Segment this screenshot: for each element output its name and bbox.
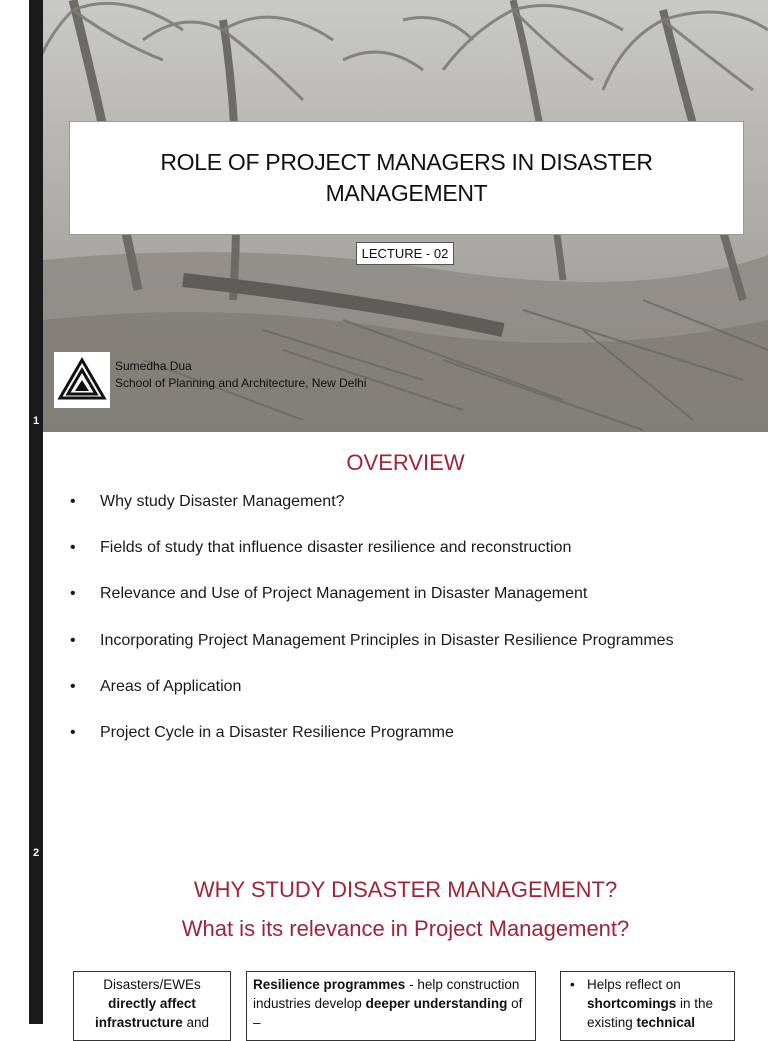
- why-study-heading: WHY STUDY DISASTER MANAGEMENT?: [193, 877, 618, 902]
- title-box: [69, 121, 744, 235]
- bullet-icon: •: [70, 723, 76, 741]
- overview-list: [70, 488, 674, 765]
- relevance-subheading: What is its relevance in Project Management?: [181, 916, 630, 941]
- lecture-label: LECTURE - 02: [356, 242, 454, 265]
- resilience-programmes-box: Resilience programmes - help construction industries develop deeper understanding of –: [246, 971, 536, 1041]
- bullet-icon: •: [70, 677, 76, 695]
- slide-left-bar: [29, 0, 43, 1024]
- disasters-box: Disasters/EWEs directly affect infrastructure and: [73, 971, 231, 1041]
- bullet-icon: •: [70, 539, 76, 557]
- list-item: • Incorporating Project Management Principles in Disaster Resilience Programmes: [70, 627, 674, 673]
- list-item: • Fields of study that influence disaster resilience and reconstruction: [70, 534, 674, 580]
- bullet-icon: •: [70, 631, 76, 649]
- overview-heading: OVERVIEW: [346, 450, 465, 475]
- slide-number-2: 2: [29, 843, 43, 863]
- bullet-icon: •: [70, 585, 76, 603]
- author-block: [115, 358, 366, 392]
- list-item: • Project Cycle in a Disaster Resilience Programme: [70, 719, 674, 765]
- list-item: • Why study Disaster Management?: [70, 488, 674, 534]
- bullet-icon: •: [570, 977, 575, 992]
- list-item: • Relevance and Use of Project Management in Disaster Management: [70, 580, 674, 626]
- presentation-title: ROLE OF PROJECT MANAGERS IN DISASTER MANAGEMENT: [160, 149, 653, 206]
- author-affiliation: School of Planning and Architecture, New Delhi: [115, 376, 367, 390]
- title-slide: [43, 0, 768, 432]
- shortcomings-box: • Helps reflect on shortcomings in the existing technical: [560, 971, 735, 1041]
- list-item: • Areas of Application: [70, 673, 674, 719]
- slide-number-1: 1: [29, 411, 43, 431]
- spa-triangle-logo-icon: [54, 352, 110, 408]
- bullet-icon: •: [70, 493, 76, 510]
- author-name: Sumedha Dua: [115, 359, 192, 373]
